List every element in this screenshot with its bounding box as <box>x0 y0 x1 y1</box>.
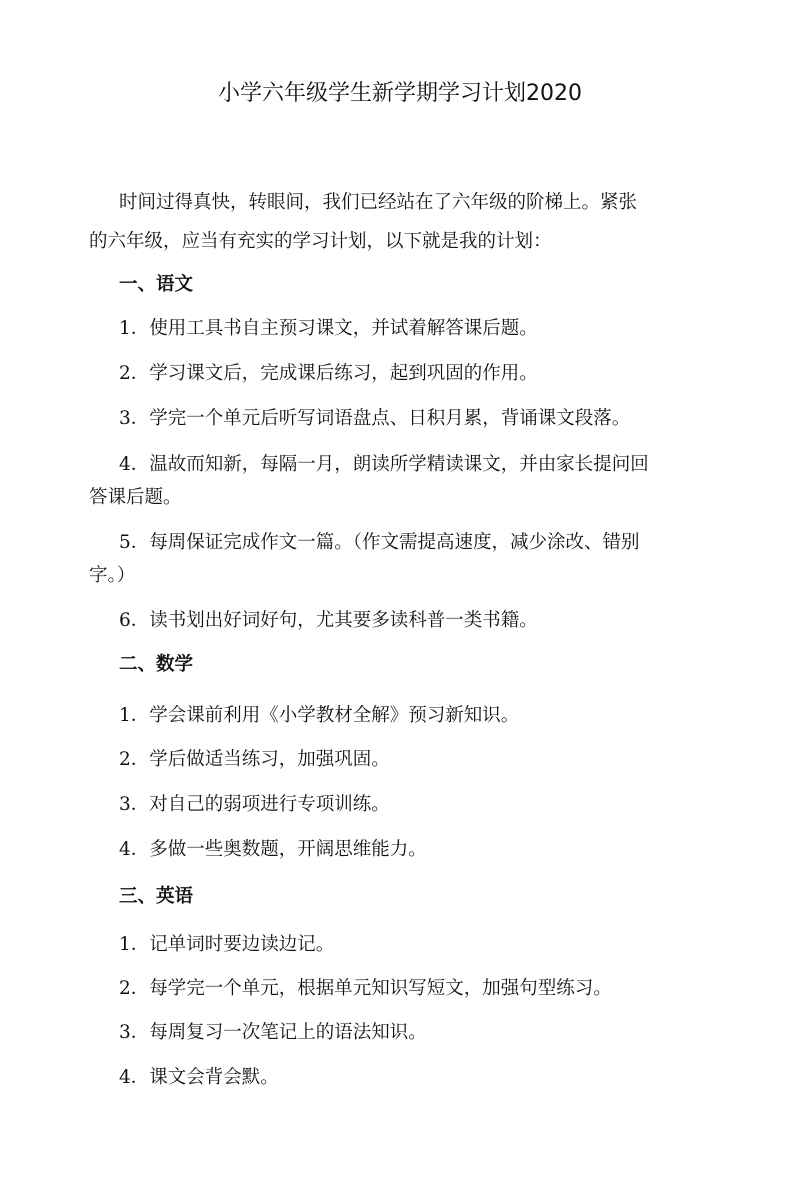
chinese-item-3: 3．学完一个单元后听写词语盘点、日积月累，背诵课文段落。 <box>119 408 631 429</box>
section-heading-chinese: 一、语文 <box>119 274 194 295</box>
chinese-item-4-cont: 答课后题。 <box>89 487 182 508</box>
intro-line-2: 的六年级，应当有充实的学习计划，以下就是我的计划： <box>89 231 552 252</box>
section-heading-english: 三、英语 <box>119 886 194 907</box>
intro-line-1: 时间过得真快，转眼间，我们已经站在了六年级的阶梯上。紧张 <box>119 192 638 213</box>
chinese-item-4: 4．温故而知新，每隔一月，朗读所学精读课文，并由家长提问回 <box>119 454 649 475</box>
english-item-3: 3．每周复习一次笔记上的语法知识。 <box>119 1022 427 1043</box>
chinese-item-1: 1．使用工具书自主预习课文，并试着解答课后题。 <box>119 318 538 339</box>
math-item-2: 2．学后做适当练习，加强巩固。 <box>119 749 390 770</box>
chinese-item-6: 6．读书划出好词好句，尤其要多读科普一类书籍。 <box>119 610 538 631</box>
document-title: 小学六年级学生新学期学习计划2020 <box>218 81 582 106</box>
chinese-item-5-cont: 字。） <box>89 565 136 586</box>
english-item-1: 1．记单词时要边读边记。 <box>119 934 335 955</box>
english-item-2: 2．每学完一个单元，根据单元知识写短文，加强句型练习。 <box>119 978 612 999</box>
math-item-4: 4．多做一些奥数题，开阔思维能力。 <box>119 839 427 860</box>
section-heading-math: 二、数学 <box>119 654 194 675</box>
english-item-4: 4．课文会背会默。 <box>119 1067 279 1088</box>
math-item-1: 1．学会课前利用《小学教材全解》预习新知识。 <box>119 705 520 726</box>
chinese-item-2: 2．学习课文后，完成课后练习，起到巩固的作用。 <box>119 363 538 384</box>
chinese-item-5: 5．每周保证完成作文一篇。（作文需提高速度，减少涂改、错别 <box>119 532 640 553</box>
math-item-3: 3．对自己的弱项进行专项训练。 <box>119 794 390 815</box>
